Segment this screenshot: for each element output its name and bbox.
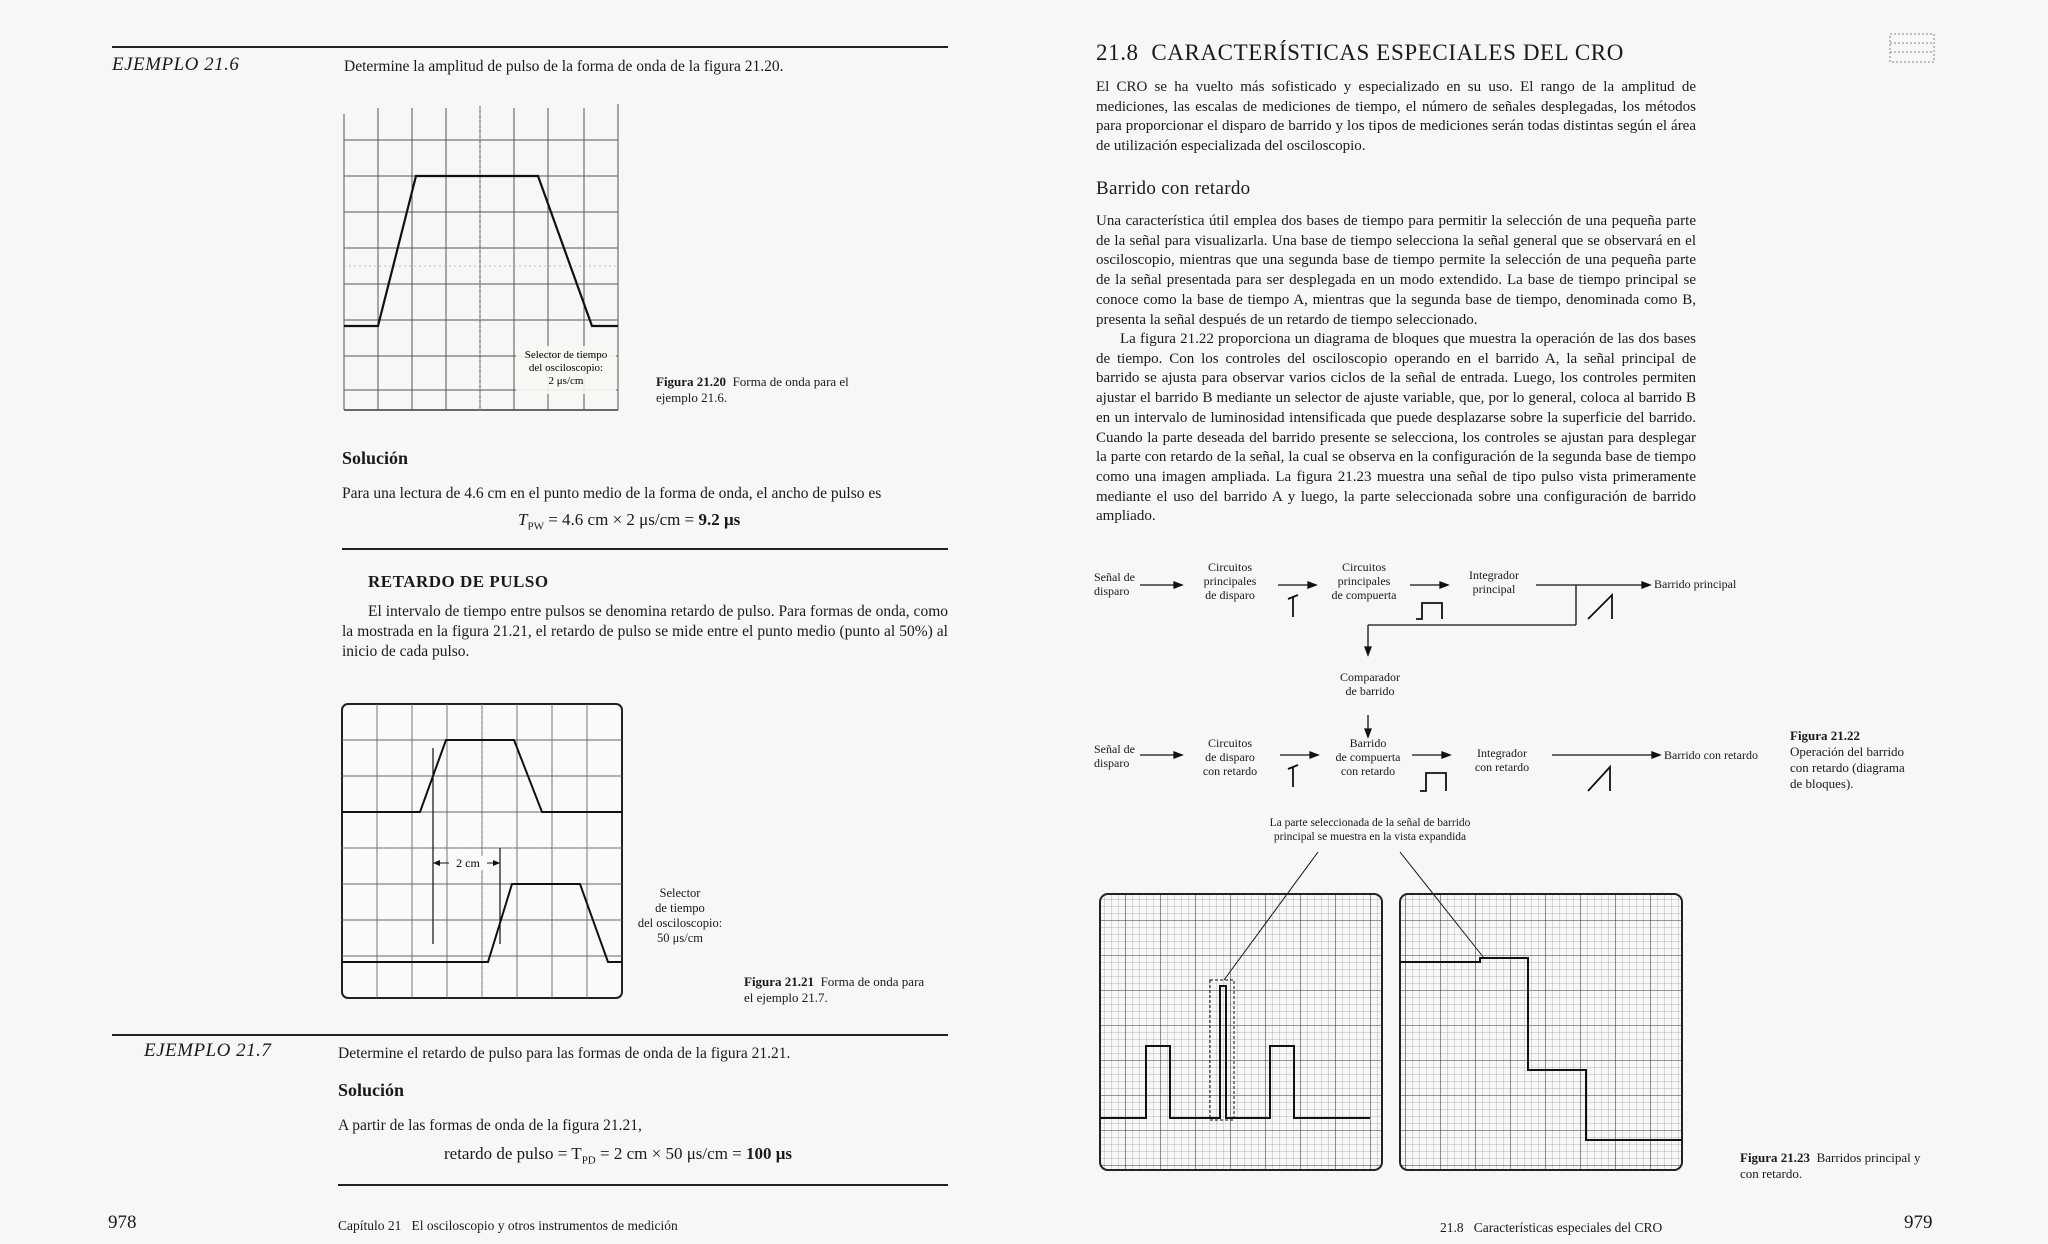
bottom-block-compuerta: Barrido de compuerta con retardo (1335, 736, 1401, 778)
example-21-6-result: 9.2 μs (698, 510, 741, 529)
example-21-7-label: EJEMPLO 21.7 (144, 1040, 272, 1061)
bottom-block-disparo: Circuitos de disparo con retardo (1202, 736, 1258, 778)
top-input-label: Señal de disparo (1094, 570, 1135, 598)
trigger-pulse-icon-top (1288, 595, 1298, 617)
comparator-block: Comparador de barrido (1340, 670, 1400, 698)
bottom-input-label: Señal de disparo (1094, 742, 1135, 770)
left-page-footer: Capítulo 21 El osciloscopio y otros instrumentos de medición (338, 1218, 678, 1233)
top-block-integrador: Integrador principal (1469, 568, 1519, 596)
top-block-compuerta: Circuitos principales de compuerta (1331, 560, 1397, 602)
example-21-6-equation: $T_{PW} = 4.6$ cm × 2 μs/cm = 9.2 μs (518, 510, 741, 533)
bottom-output-label: Barrido con retardo (1664, 748, 1758, 762)
retardo-heading: RETARDO DE PULSO (368, 572, 549, 591)
section-number: 21.8 (1096, 40, 1139, 65)
figure-21-21-dimension-label: 2 cm (456, 856, 480, 870)
ramp-icon-top (1588, 595, 1612, 619)
section-intro: El CRO se ha vuelto más sofisticado y especializado en su uso. El rango de la amplitud de mediciones, las escalas de mediciones de tiempo, el número de señales desplegadas, los métodos para proporcionar el disparo de barrido y los tipos de mediciones serán todas distintas según el área de utilización especializada del osciloscopio. (1096, 79, 1696, 154)
figure-21-23-note: La parte seleccionada de la señal de barrido principal se muestra en la vista expandida (1269, 817, 1471, 843)
top-block-disparo: Circuitos principales de disparo (1203, 560, 1257, 602)
gate-pulse-icon-bottom (1420, 773, 1446, 791)
bottom-block-integrador: Integrador con retardo (1474, 746, 1530, 774)
example-21-6-label: EJEMPLO 21.6 (112, 54, 240, 75)
figure-21-22-caption (1790, 728, 1920, 792)
subheading-barrido-con-retardo: Barrido con retardo (1096, 178, 1251, 199)
figure-21-21-caption-text: Forma de onda para el ejemplo 21.7. (744, 974, 925, 1005)
figure-21-20-scale-2: del osciloscopio: (528, 362, 604, 374)
example-21-6-solution-heading: Solución (342, 448, 409, 468)
example-21-7-result: 100 μs (746, 1144, 793, 1163)
top-rule-left (112, 46, 948, 48)
figure-21-23 (1090, 850, 1690, 1190)
figure-21-21-caption (744, 974, 934, 1006)
ramp-icon-bottom (1588, 767, 1610, 791)
figure-21-23-caption (1740, 1150, 1940, 1182)
figure-21-20-caption-text: Forma de onda para el ejemplo 21.6. (656, 374, 849, 405)
example-21-7-solution-text: A partir de las formas de onda de la figura 21.21, (338, 1117, 642, 1134)
example-21-6-solution-text: Para una lectura de 4.6 cm en el punto medio de la forma de onda, el ancho de pulso es (342, 485, 882, 502)
example-21-7-statement: Determine el retardo de pulso para las formas de onda de la figura 21.21. (338, 1045, 791, 1062)
figure-21-20-scale-1: Selector de tiempo (524, 349, 608, 361)
figure-21-20 (338, 100, 624, 418)
figure-21-22-caption-text: Operación del barrido con retardo (diagrama de bloques). (1790, 744, 1905, 791)
rule-after-example-21-7 (338, 1184, 948, 1186)
figure-21-20-scale-3: 2 μs/cm (548, 375, 584, 387)
rule-after-example-21-6 (342, 548, 948, 550)
section-title (1096, 40, 1624, 66)
retardo-text: El intervalo de tiempo entre pulsos se denomina retardo de pulso. Para formas de onda, como la mostrada en la figura 21.21, el retardo de pulso se mide entre el punto medio (punto al 50%) al inicio de cada pulso. (342, 603, 948, 660)
figure-21-23-caption-num: Figura 21.23 (1740, 1150, 1811, 1165)
left-page-number: 978 (108, 1212, 137, 1233)
example-21-6-statement: Determine la amplitud de pulso de la forma de onda de la figura 21.20. (344, 58, 784, 75)
figure-21-21-selector: Selector de tiempo del osciloscopio: 50 μs/cm (637, 886, 723, 945)
top-output-label: Barrido principal (1654, 577, 1737, 591)
figure-21-21-caption-num: Figura 21.21 (744, 974, 815, 989)
right-page-number: 979 (1904, 1212, 1933, 1233)
example-21-7-equation: retardo de pulso = $T_{PD} = 2$ cm × 50 μs/cm = 100 μs (444, 1144, 793, 1167)
figure-21-23-caption-text: Barridos principal y con retardo. (1740, 1150, 1921, 1181)
figure-21-20-caption-num: Figura 21.20 (656, 374, 727, 389)
example-21-7-solution-heading: Solución (338, 1080, 405, 1100)
delayed-sweep-screen (1400, 894, 1682, 1170)
barrido-para-2: La figura 21.22 proporciona un diagrama de bloques que muestra la operación de las dos bases de tiempo. Con los controles del osciloscopio operando en el barrido A, la señal principal de barrido se ajusta para observar varios ciclos de la señal de entrada. Luego, los controles permiten ajustar el barrido B mediante un selector de ajuste variable, que, por lo general, coloca al barrido B en un intervalo de luminosidad intensificada que puede desplazarse sobre la superficie del barrido. Cuando la parte deseada del barrido presente se selecciona, los controles se ajustan para desplegar la parte con retardo de la señal, la cual se observa en la configuración de la segunda base de tiempo como una imagen ampliada. La figura 21.23 muestra una señal de tipo pulso vista primeramente mediante el uso del barrido A y luego, la parte seleccionada sobre una configuración de barrido ampliado. (1096, 331, 1696, 525)
figure-21-22-caption-num: Figura 21.22 (1790, 728, 1861, 743)
figure-21-20-caption (656, 374, 852, 406)
trigger-pulse-icon-bottom (1288, 765, 1298, 787)
main-sweep-screen (1100, 894, 1382, 1170)
thumb-index-mark (1888, 32, 1936, 64)
figure-21-21 (336, 698, 628, 1004)
figure-21-20-waveform (344, 176, 618, 326)
barrido-para-1: Una característica útil emplea dos bases de tiempo para permitir la selección de una pequeña parte de la señal para visualizarla. Una base de tiempo selecciona la señal general que se observará en el osciloscopio, mientras que una segunda base de tiempo permite la selección de una pequeña parte de la señal presentada para ser desplegada en un modo extendido. La base de tiempo principal se conoce como la base de tiempo A, mientras que la segunda base de tiempo, denominada como B, presenta la señal después de un retardo de tiempo seleccionado. (1096, 213, 1696, 328)
right-page-footer: 21.8 Características especiales del CRO (1440, 1220, 1663, 1235)
gate-pulse-icon-top (1416, 603, 1442, 619)
section-title-text: CARACTERÍSTICAS ESPECIALES DEL CRO (1151, 40, 1624, 65)
rule-before-example-21-7 (112, 1034, 948, 1036)
